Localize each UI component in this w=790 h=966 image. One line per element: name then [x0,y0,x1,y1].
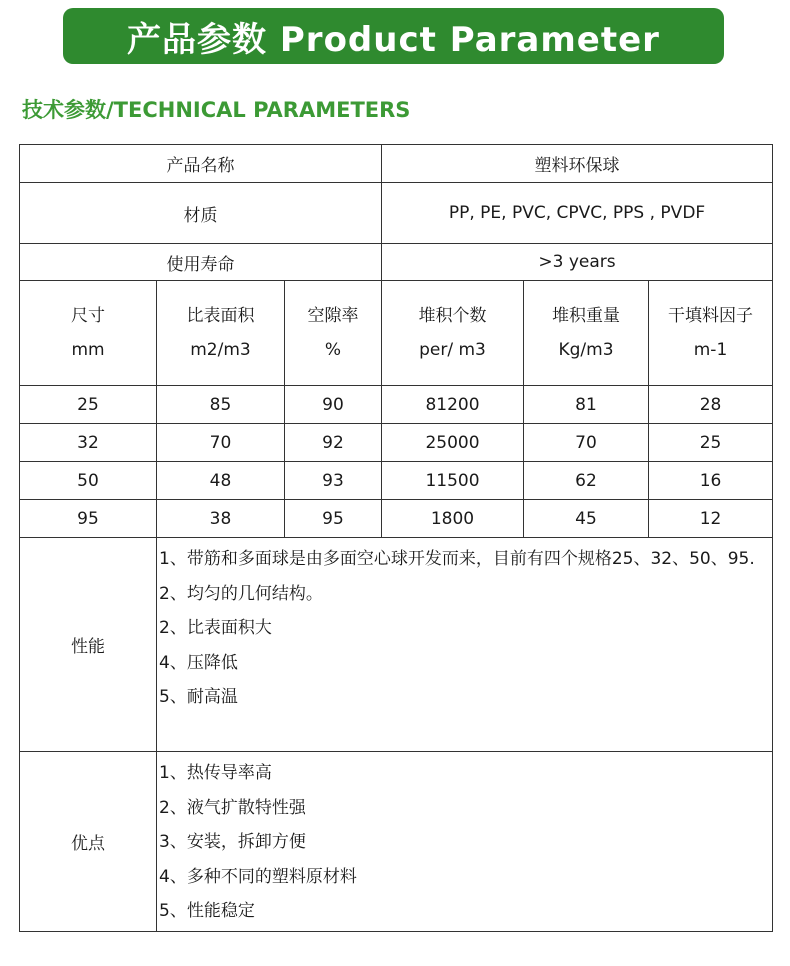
advantages-list [157,752,773,932]
list-item: 2、比表面积大 [159,618,272,638]
header-unit: m2/m3 [190,340,251,360]
material-value: PP, PE, PVC, CPVC, PPS , PVDF [382,183,773,244]
header-unit: mm [71,340,105,360]
header-name: 空隙率 [307,306,359,326]
lifespan-value: >3 years [382,244,773,281]
table-row [20,500,773,538]
title-banner [63,8,724,64]
header-name: 堆积个数 [418,306,487,326]
lifespan-label: 使用寿命 [20,244,382,281]
table-cell: 50 [20,462,157,500]
table-cell: 81 [524,386,649,424]
list-item: 5、耐高温 [159,687,238,707]
table-cell: 70 [524,424,649,462]
table-cell: 92 [285,424,382,462]
lifespan-row [20,244,773,281]
table-cell: 28 [649,386,773,424]
table-cell: 25 [20,386,157,424]
table-cell: 62 [524,462,649,500]
header-name: 尺寸 [71,306,105,326]
banner-title: 产品参数 Product Parameter [127,19,660,60]
column-header [649,281,773,386]
section-subtitle: 技术参数/TECHNICAL PARAMETERS [22,98,411,122]
table-cell: 1800 [382,500,524,538]
performance-row [20,538,773,752]
list-item: 2、均匀的几何结构。 [159,583,323,604]
column-header [524,281,649,386]
product-name-label: 产品名称 [20,145,382,183]
header-name: 堆积重量 [552,306,620,326]
list-item: 4、压降低 [159,652,238,673]
column-header [20,281,157,386]
table-cell: 85 [157,386,285,424]
table-row [20,462,773,500]
table-row [20,424,773,462]
table-cell: 81200 [382,386,524,424]
column-header [382,281,524,386]
column-header-row [20,281,773,386]
column-header [157,281,285,386]
header-unit: per/ m3 [419,340,486,360]
table-cell: 95 [285,500,382,538]
table-cell: 70 [157,424,285,462]
column-header [285,281,382,386]
product-name-value: 塑料环保球 [382,145,773,183]
header-unit: m-1 [693,340,728,360]
table-cell: 95 [20,500,157,538]
table-cell: 38 [157,500,285,538]
parameter-table [19,144,773,932]
table-row [20,386,773,424]
table-cell: 11500 [382,462,524,500]
list-item: 1、带筋和多面球是由多面空心球开发而来，目前有四个规格25、32、50、95. [159,549,755,569]
table-cell: 25 [649,424,773,462]
material-row [20,183,773,244]
performance-list [157,538,773,752]
table-cell: 32 [20,424,157,462]
list-item: 5、性能稳定 [159,901,255,921]
material-label: 材质 [20,183,382,244]
header-name: 干填料因子 [668,306,754,326]
header-unit: % [324,340,342,360]
list-item: 3、安装，拆卸方便 [159,832,306,852]
list-item: 2、液气扩散特性强 [159,797,306,818]
advantages-row [20,752,773,932]
table-cell: 16 [649,462,773,500]
table-cell: 93 [285,462,382,500]
table-cell: 48 [157,462,285,500]
table-cell: 45 [524,500,649,538]
table-cell: 12 [649,500,773,538]
performance-label: 性能 [20,538,157,752]
product-name-row [20,145,773,183]
advantages-label: 优点 [20,752,157,932]
list-item: 1、热传导率高 [159,763,272,783]
table-cell: 25000 [382,424,524,462]
list-item: 4、多种不同的塑料原材料 [159,866,357,887]
header-unit: Kg/m3 [558,340,614,360]
table-cell: 90 [285,386,382,424]
header-name: 比表面积 [186,306,255,326]
